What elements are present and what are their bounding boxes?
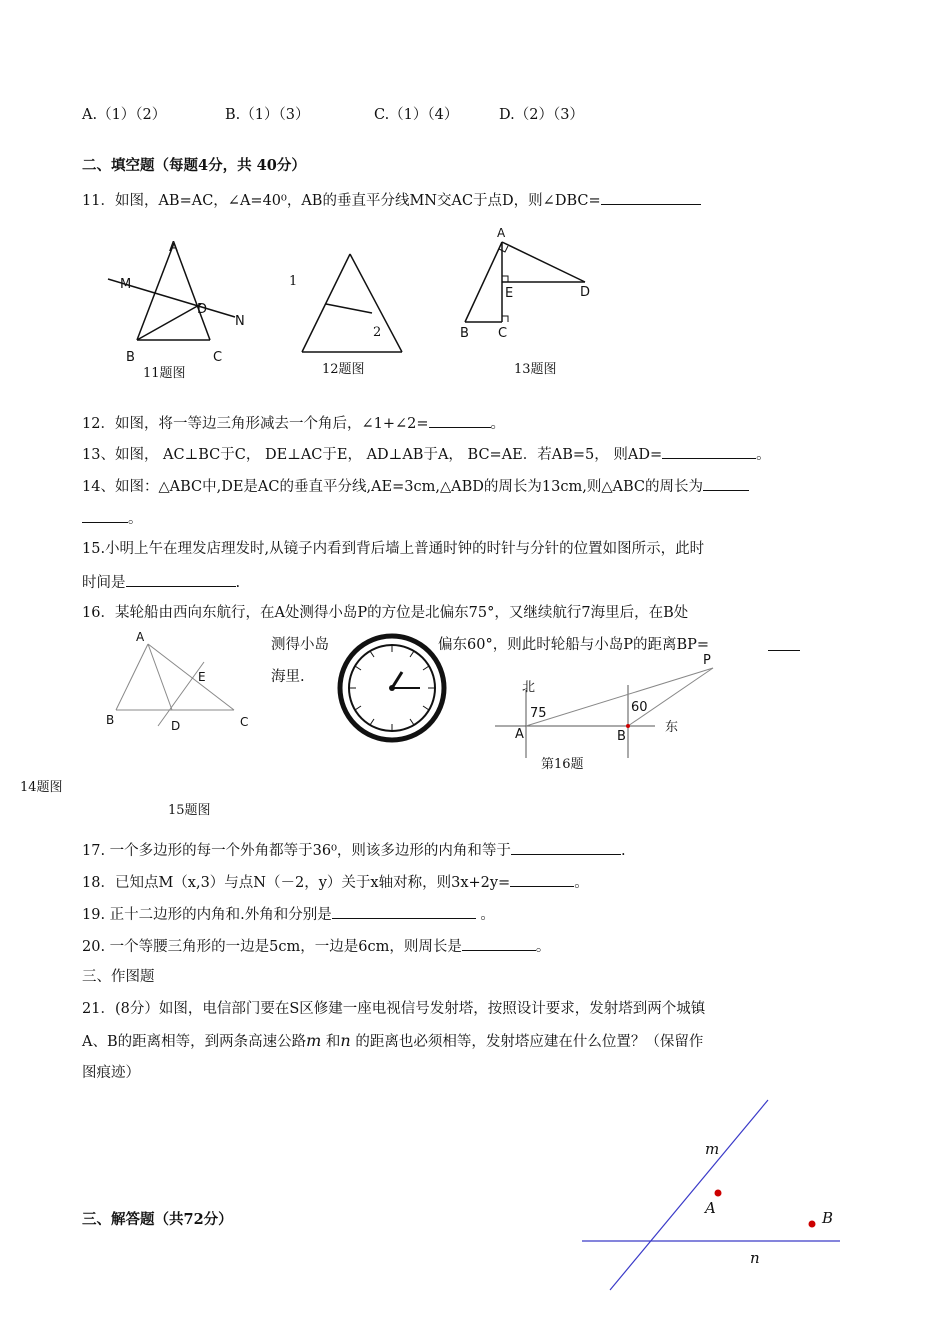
fig13-label-d: D	[580, 285, 591, 300]
question-15-line1: 15.小明上午在理发店理发时,从镜子内看到背后墙上普通时钟的时针与分针的位置如图所示，此时	[82, 541, 705, 557]
fig15-caption: 15题图	[168, 803, 211, 818]
fig12-caption: 12题图	[322, 362, 365, 377]
fig16-label-60: 60	[631, 700, 648, 715]
question-16-line1: 16．某轮船由西向东航行，在A处测得小岛P的方位是北偏东75°，又继续航行7海里后，在B处	[82, 605, 689, 621]
answer-blank-17[interactable]	[511, 840, 621, 855]
question-18	[82, 872, 589, 892]
section-title-construction: 三、作图题	[82, 969, 155, 985]
question-19-text: 19. 正十二边形的内角和.外角和分别是	[82, 907, 332, 923]
answer-blank-18[interactable]	[510, 872, 574, 887]
question-13-text: 13、如图， AC⊥BC于C， DE⊥AC于E， AD⊥AB于A， BC=AE．若AB=5， 则AD=	[82, 447, 663, 463]
question-20-text: 20. 一个等腰三角形的一边是5cm，一边是6cm，则周长是	[82, 939, 462, 955]
question-16-line2b: 偏东60°，则此时轮船与小岛P的距离BP=	[438, 637, 710, 653]
answer-blank-16[interactable]	[768, 636, 800, 651]
fig11-label-d: D	[197, 302, 208, 317]
fig14-label-e: E	[198, 670, 206, 684]
option-b: B.（1）（3）	[225, 107, 310, 123]
question-14-text: 14、如图：△ABC中,DE是AC的垂直平分线,AE=3cm,△ABD的周长为13cm,则△ABC的周长为	[82, 479, 703, 495]
answer-blank-19[interactable]	[332, 904, 476, 919]
question-14	[82, 476, 749, 496]
question-16-line2a: 测得小岛	[271, 637, 329, 653]
fig14-label-d: D	[171, 719, 181, 733]
fig11-side-ab	[137, 243, 174, 340]
fig12-label-2: 2	[373, 325, 382, 340]
fig13-label-a: A	[497, 226, 506, 240]
fig14-label-a: A	[136, 630, 145, 644]
question-15-line2	[82, 572, 240, 592]
fig14-caption: 14题图	[20, 780, 63, 795]
figure-14	[108, 640, 248, 720]
option-d: D.（2）（3）	[499, 107, 584, 123]
fig11-label-n: N	[235, 314, 245, 329]
question-12-end: 。	[490, 416, 505, 432]
section-title-answer: 三、解答题（共72分）	[82, 1211, 233, 1228]
question-14-continued	[82, 508, 143, 528]
fig13-label-b: B	[460, 326, 469, 341]
fig16-label-75: 75	[530, 706, 547, 721]
question-16-line3: 海里.	[271, 669, 305, 685]
question-12	[82, 413, 505, 433]
answer-blank-11[interactable]	[601, 190, 701, 205]
question-21-road-n: n	[340, 1031, 351, 1050]
fig16-label-p: P	[703, 653, 711, 668]
figure-21	[580, 1098, 842, 1294]
fig16-label-a: A	[515, 727, 524, 742]
fig12-left-side	[302, 254, 350, 352]
fig11-label-b: B	[126, 350, 135, 365]
fig14-side-ab	[116, 644, 148, 710]
question-19-end: 。	[480, 907, 495, 923]
question-21-line2b: 和	[325, 1034, 341, 1050]
fig11-segment-bd	[137, 304, 201, 340]
fig13-caption: 13题图	[514, 362, 557, 377]
figure-12	[295, 248, 410, 356]
question-18-text: 18．已知点M（x,3）与点N（－2，y）关于x轴对称，则3x+2y=	[82, 875, 511, 891]
question-20-end: 。	[535, 939, 551, 955]
fig16-caption: 第16题	[541, 757, 584, 772]
fig21-label-n: n	[750, 1249, 760, 1267]
fig13-right-angle-e	[502, 276, 508, 282]
answer-blank-14a[interactable]	[703, 476, 749, 491]
question-21-line3: 图痕迹）	[82, 1065, 140, 1081]
figure-15-clock	[336, 632, 448, 744]
fig12-label-1: 1	[289, 274, 298, 289]
fig21-label-m: m	[705, 1140, 720, 1158]
answer-blank-15[interactable]	[126, 572, 236, 587]
question-21-line2a: A、B的距离相等，到两条高速公路	[82, 1034, 307, 1050]
figure-13	[455, 232, 595, 332]
question-21-road-m: m	[306, 1031, 322, 1050]
question-21-line1: 21．(8分）如图，电信部门要在S区修建一座电视信号发射塔，按照设计要求，发射塔到两个城镇	[82, 1001, 706, 1017]
fig14-side-ac	[148, 644, 234, 710]
fig16-label-north: 北	[522, 680, 536, 695]
answer-blank-14b[interactable]	[82, 508, 128, 523]
question-17-text: 17. 一个多边形的每一个外角都等于36⁰，则该多边形的内角和等于	[82, 843, 511, 859]
question-14-end: 。	[128, 511, 143, 527]
question-13	[82, 444, 771, 464]
fig12-cut-line	[326, 304, 372, 313]
question-11-text: 11．如图，AB=AC，∠A=40⁰，AB的垂直平分线MN交AC于点D，则∠DBC=	[82, 193, 601, 209]
fig13-label-c: C	[498, 326, 508, 341]
fig11-side-ac	[174, 243, 210, 340]
fig21-road-m	[610, 1100, 768, 1290]
clock-center	[389, 685, 395, 691]
answer-blank-13[interactable]	[662, 444, 756, 459]
fig13-label-e: E	[505, 286, 514, 301]
fig16-point-b	[626, 724, 630, 728]
question-17-end: .	[620, 843, 626, 859]
answer-blank-12[interactable]	[429, 413, 491, 428]
question-15-end: .	[235, 575, 241, 591]
question-18-end: 。	[574, 875, 589, 891]
fig11-caption: 11题图	[143, 366, 186, 381]
question-17	[82, 840, 626, 860]
question-21-line2	[82, 1032, 703, 1051]
question-13-end: 。	[756, 447, 771, 463]
question-11	[82, 190, 701, 210]
fig13-right-angle-c	[502, 316, 508, 322]
fig11-label-a: A	[169, 240, 178, 255]
fig16-label-b: B	[617, 729, 626, 744]
fig16-line-ap	[526, 668, 713, 726]
fig11-label-m: M	[120, 277, 132, 292]
fig13-segment-ab	[465, 242, 502, 322]
fig14-label-b: B	[106, 713, 115, 727]
fig16-line-bp	[628, 668, 713, 726]
fig14-segment-ad	[148, 644, 172, 710]
question-12-text: 12．如图，将一等边三角形减去一个角后，∠1+∠2=	[82, 416, 429, 432]
fig11-label-c: C	[213, 350, 223, 365]
question-15-time-label: 时间是	[82, 575, 126, 591]
fig21-town-b	[809, 1221, 816, 1228]
figure-11	[100, 235, 260, 375]
fig16-label-east: 东	[665, 720, 679, 735]
fig21-label-a: A	[705, 1199, 716, 1217]
answer-blank-20[interactable]	[462, 936, 536, 951]
fig21-town-a	[715, 1190, 722, 1197]
fig13-segment-ad	[502, 242, 585, 282]
fig14-label-c: C	[240, 715, 249, 729]
question-20	[82, 936, 550, 956]
question-21-line2c: 的距离也必须相等，发射塔应建在什么位置？（保留作	[355, 1034, 704, 1050]
option-a: A.（1）（2）	[82, 107, 167, 123]
fig21-label-b: B	[822, 1209, 834, 1227]
question-19	[82, 904, 495, 924]
section-title-fill-in: 二、填空题（每题4分，共 40分）	[82, 157, 306, 174]
option-c: C.（1）（4）	[374, 107, 459, 123]
